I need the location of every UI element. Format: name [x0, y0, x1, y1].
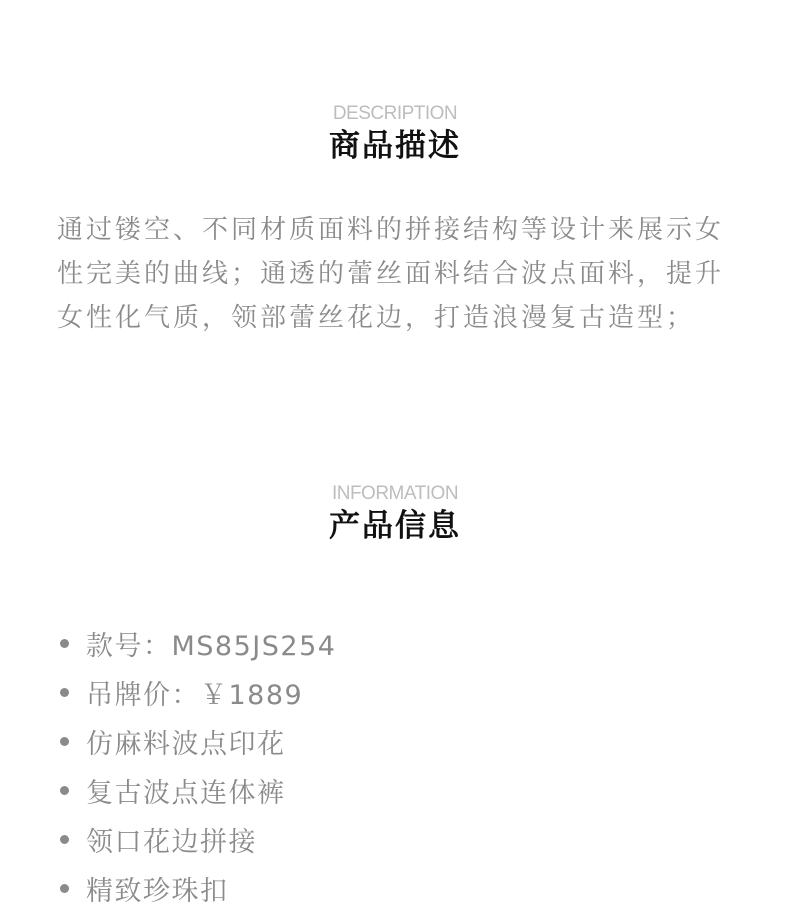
info-item-text: 款号：MS85JS254: [86, 631, 337, 662]
description-title: 商品描述: [329, 128, 461, 164]
bullet-icon: [60, 737, 69, 746]
info-item-text: 精致珍珠扣: [86, 876, 229, 907]
information-eyebrow: INFORMATION: [331, 483, 459, 504]
info-item-text: 领口花边拼接: [86, 827, 257, 858]
info-item-collar: [60, 815, 336, 864]
info-item-fabric: [60, 717, 336, 766]
description-text: 通过镂空、不同材质面料的拼接结构等设计来展示女性完美的曲线；通透的蕾丝面料结合波点面料，提升女性化气质，领部蕾丝花边，打造浪漫复古造型；: [57, 215, 725, 333]
info-item-tag-price: [60, 668, 336, 717]
information-title: 产品信息: [329, 508, 461, 544]
info-item-style-number: [60, 619, 336, 668]
info-item-text: 仿麻料波点印花: [86, 729, 286, 760]
info-item-style: [60, 766, 336, 815]
description-header: [0, 103, 790, 165]
info-item-text: 吊牌价：￥1889: [86, 680, 304, 711]
info-item-buttons: [60, 864, 336, 913]
product-info-list: [60, 619, 336, 913]
bullet-icon: [60, 884, 69, 893]
description-eyebrow: DESCRIPTION: [332, 103, 458, 124]
bullet-icon: [60, 786, 69, 795]
information-header: [0, 483, 790, 545]
bullet-icon: [60, 639, 69, 648]
info-item-text: 复古波点连体裤: [86, 778, 286, 809]
bullet-icon: [60, 688, 69, 697]
bullet-icon: [60, 835, 69, 844]
